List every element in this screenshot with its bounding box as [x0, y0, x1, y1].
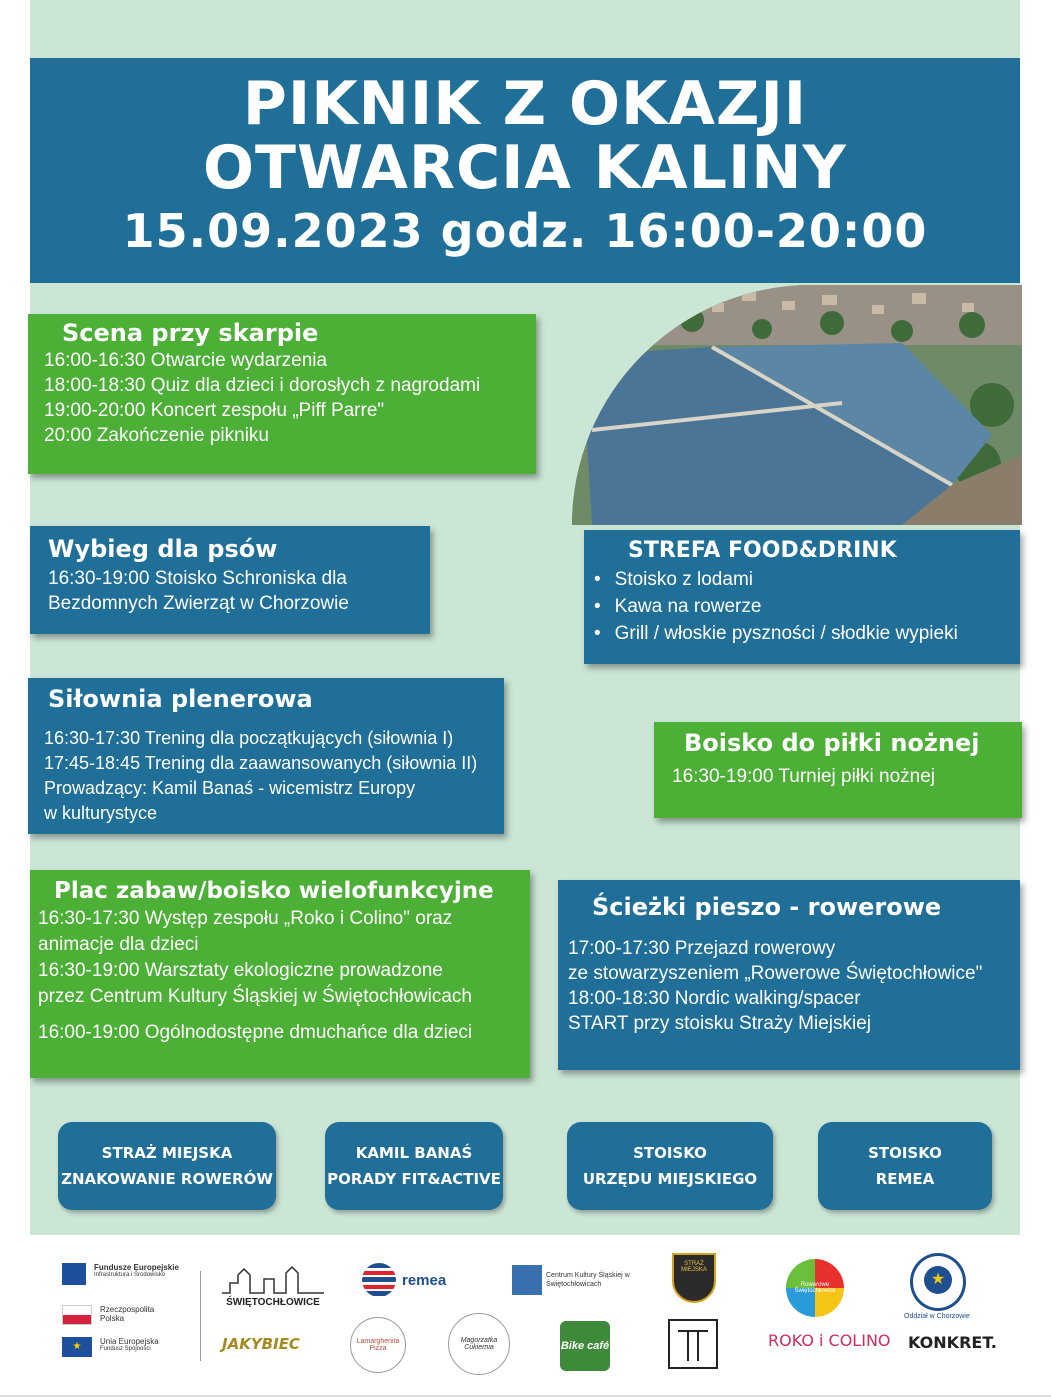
food-item: • Kawa na rowerze: [594, 593, 1020, 620]
silownia-title: Siłownia plenerowa: [48, 685, 313, 713]
logo-rowerowe: Rowerowe Świętochłowice: [786, 1259, 844, 1317]
fe-flag-icon: [62, 1263, 86, 1285]
sciezki-line: 18:00-18:30 Nordic walking/spacer: [568, 988, 861, 1009]
silownia-box: [28, 678, 504, 834]
header-title-line1: PIKNIK Z OKAZJI: [242, 69, 808, 139]
logo-jakybiec: JAKYBIEC: [222, 1335, 300, 1353]
pill-line: STOISKO: [633, 1144, 707, 1162]
sciezki-box: [558, 880, 1020, 1070]
plac-line: 16:00-19:00 Ogólnodostępne dmuchańce dla dzieci: [38, 1022, 473, 1043]
sciezki-title: Ścieżki pieszo - rowerowe: [592, 893, 942, 921]
silownia-line: 17:45-18:45 Trening dla zaawansowanych (siłownia II): [44, 753, 478, 773]
plac-title: Plac zabaw/boisko wielofunkcyjne: [54, 878, 494, 904]
scena-line: 20:00 Zakończenie pikniku: [44, 425, 269, 446]
scena-line: 19:00-20:00 Koncert zespołu „Piff Parre": [44, 400, 385, 421]
wybieg-title: Wybieg dla psów: [48, 535, 278, 563]
logo-magorzatka: Magorzatka Cukiernia: [448, 1313, 510, 1375]
silownia-line: Prowadzący: Kamil Banaś - wicemistrz Europy: [44, 778, 416, 798]
ck-cube-icon: [512, 1265, 542, 1295]
pill-line: STOISKO: [868, 1144, 942, 1162]
logo-oddzial: [910, 1253, 966, 1311]
pill-straz: [58, 1122, 276, 1210]
logo-lamarghenita: Lamarghenita Pizza: [350, 1317, 406, 1373]
logo-oddzial-text: Oddział w Chorzowie: [904, 1313, 970, 1320]
plac-line: 16:30-19:00 Warsztaty ekologiczne prowadzone: [38, 960, 443, 981]
sciezki-line: 17:00-17:30 Przejazd rowerowy: [568, 938, 836, 959]
wybieg-line: 16:30-19:00 Stoisko Schroniska dla: [48, 568, 347, 589]
scena-line: 18:00-18:30 Quiz dla dzieci i dorosłych z nagrodami: [44, 375, 481, 396]
logo-divider: [200, 1271, 201, 1361]
food-title: STREFA FOOD&DRINK: [628, 538, 897, 563]
sciezki-line: ze stowarzyszeniem „Rowerowe Świętochłowice": [568, 963, 983, 984]
star-icon: ★: [924, 1266, 952, 1294]
scena-line: 16:00-16:30 Otwarcie wydarzenia: [44, 350, 328, 371]
scena-box: [28, 314, 536, 474]
pill-line: PORADY FIT&ACTIVE: [327, 1170, 501, 1188]
logo-swietochlowice: ŚWIĘTOCHŁOWICE: [220, 1265, 326, 1308]
logo-bike-cafe: Bike café: [560, 1321, 610, 1371]
logo-tt: [668, 1319, 718, 1369]
pill-line: REMEA: [875, 1170, 935, 1188]
logo-rp: Rzeczpospolita Polska: [62, 1305, 156, 1325]
pill-line: STRAŻ MIEJSKA: [101, 1144, 233, 1162]
sponsors-bar: [0, 1235, 1051, 1400]
bottom-divider: [0, 1395, 1051, 1397]
plac-line: 16:30-17:30 Występ zespołu „Roko i Colino" oraz: [38, 908, 453, 929]
header-date: 15.09.2023 godz. 16:00-20:00: [122, 204, 928, 258]
wybieg-box: [30, 526, 430, 634]
food-item: • Grill / włoskie pyszności / słodkie wypieki: [594, 620, 1020, 647]
food-item: • Stoisko z lodami: [594, 566, 1020, 593]
logo-konkret: KONKRET.: [908, 1333, 997, 1352]
pill-remea: [818, 1122, 992, 1210]
boisko-title: Boisko do piłki nożnej: [684, 729, 980, 757]
logo-ue: ★ Unia Europejska Fundusz Spójności: [62, 1337, 159, 1357]
plac-box: [30, 870, 530, 1078]
logo-remea: remea: [362, 1263, 446, 1297]
remea-icon: [362, 1263, 396, 1297]
tt-mark-icon: [670, 1321, 716, 1367]
pl-flag-icon: [62, 1305, 92, 1325]
header-banner: [30, 58, 1020, 283]
food-list: [594, 566, 1020, 647]
sciezki-line: START przy stoisku Straży Miejskiej: [568, 1013, 872, 1034]
plac-line: przez Centrum Kultury Śląskiej w Świętochłowicach: [38, 986, 472, 1007]
logo-ck: Centrum Kultury Śląskiej w Świętochłowicach: [512, 1265, 642, 1295]
skyline-icon: [220, 1265, 326, 1295]
wybieg-line: Bezdomnych Zwierząt w Chorzowie: [48, 593, 349, 614]
pill-line: ZNAKOWANIE ROWERÓW: [61, 1170, 273, 1188]
eu-flag-icon: ★: [62, 1337, 92, 1357]
silownia-line: 16:30-17:30 Trening dla początkujących (siłownia I): [44, 728, 454, 748]
logo-fundusze: Fundusze Europejskie Infrastruktura i Środowisko: [62, 1263, 179, 1285]
plac-line: animacje dla dzieci: [38, 934, 199, 955]
header-title-line2: OTWARCIA KALINY: [203, 133, 847, 203]
food-box: [584, 530, 1020, 664]
silownia-line: w kulturystyce: [44, 803, 158, 823]
logo-straz-miejska: STRAŻ MIEJSKA: [672, 1253, 716, 1303]
pill-line: KAMIL BANAŚ: [355, 1144, 473, 1162]
boisko-line: 16:30-19:00 Turniej piłki nożnej: [672, 766, 936, 787]
pill-urzad: [567, 1122, 773, 1210]
pill-kamil: [325, 1122, 503, 1210]
pill-line: URZĘDU MIEJSKIEGO: [582, 1170, 758, 1188]
boisko-box: [654, 722, 1022, 818]
scena-title: Scena przy skarpie: [62, 319, 319, 347]
logo-roko-colino: ROKO i COLINO: [768, 1331, 891, 1350]
